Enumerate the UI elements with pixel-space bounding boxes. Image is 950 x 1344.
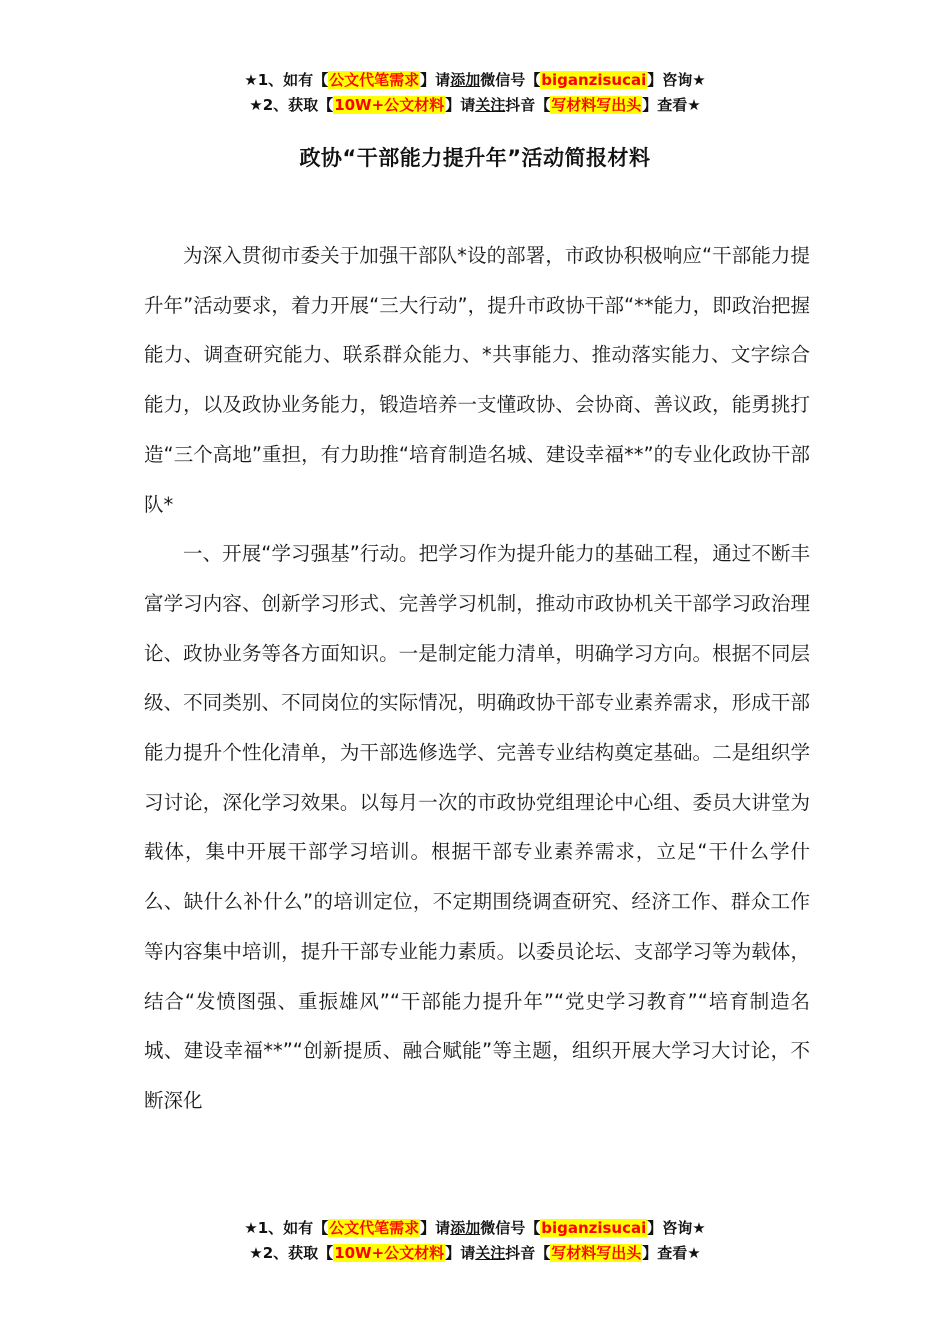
banner-highlight-wechat-id: biganzisucai [541,71,647,89]
paragraph-section-1: 一、开展“学习强基”行动。把学习作为提升能力的基础工程，通过不断丰富学习内容、创新学习形式、完善学习机制，推动市政协机关干部学习政治理论、政协业务等各方面知识。一是制定能力清单，明确学习方向。根据不同层级、不同类别、不同岗位的实际情况，明确政协干部专业素养需求，形成干部能力提升个性化清单，为干部选修选学、完善专业结构奠定基础。二是组织学习讨论，深化学习效果。以每月一次的市政协党组理论中心组、委员大讲堂为载体，集中开展干部学习培训。根据干部专业素养需求，立足“干什么学什么、缺什么补什么”的培训定位，不定期围绕调查研究、经济工作、群众工作等内容集中培训，提升干部专业能力素质。以委员论坛、支部学习等为载体，结合“发愤图强、重振雄风”“干部能力提升年”“党史学习教育”“培育制造名城、建设幸福**”“创新提质、融合赋能”等主题，组织开展大学习大讨论，不断深化 [144,542,810,1112]
footer-banner [0,1216,950,1266]
banner-line-2: ★2、获取【10W+公文材料】请关注抖音【写材料写出头】查看★ [249,1244,701,1262]
banner-highlight-douyin-account: 写材料写出头 [551,1244,642,1262]
header-banner [0,68,950,118]
banner-highlight-douyin-account: 写材料写出头 [551,96,642,114]
banner-highlight-service: 公文代笔需求 [329,1219,420,1237]
document-body [144,231,810,1126]
document-title: 政协“干部能力提升年”活动简报材料 [299,146,651,170]
banner-highlight-service: 公文代笔需求 [329,71,420,89]
banner-highlight-wechat-id: biganzisucai [541,1219,647,1237]
banner-line-1: ★1、如有【公文代笔需求】请添加微信号【biganzisucai】咨询★ [244,1219,706,1237]
banner-line-2: ★2、获取【10W+公文材料】请关注抖音【写材料写出头】查看★ [249,96,701,114]
banner-highlight-materials: 10W+公文材料 [334,1244,445,1262]
paragraph-intro: 为深入贯彻市委关于加强干部队*设的部署，市政协积极响应“干部能力提升年”活动要求，着力开展“三大行动”，提升市政协干部“**能力，即政治把握能力、调查研究能力、联系群众能力、*共事能力、推动落实能力、文字综合能力，以及政协业务能力，锻造培养一支懂政协、会协商、善议政，能勇挑打造“三个高地”重担，有力助推“培育制造名城、建设幸福**”的专业化政协干部队* [144,244,810,516]
banner-highlight-materials: 10W+公文材料 [334,96,445,114]
banner-line-1: ★1、如有【公文代笔需求】请添加微信号【biganzisucai】咨询★ [244,71,706,89]
